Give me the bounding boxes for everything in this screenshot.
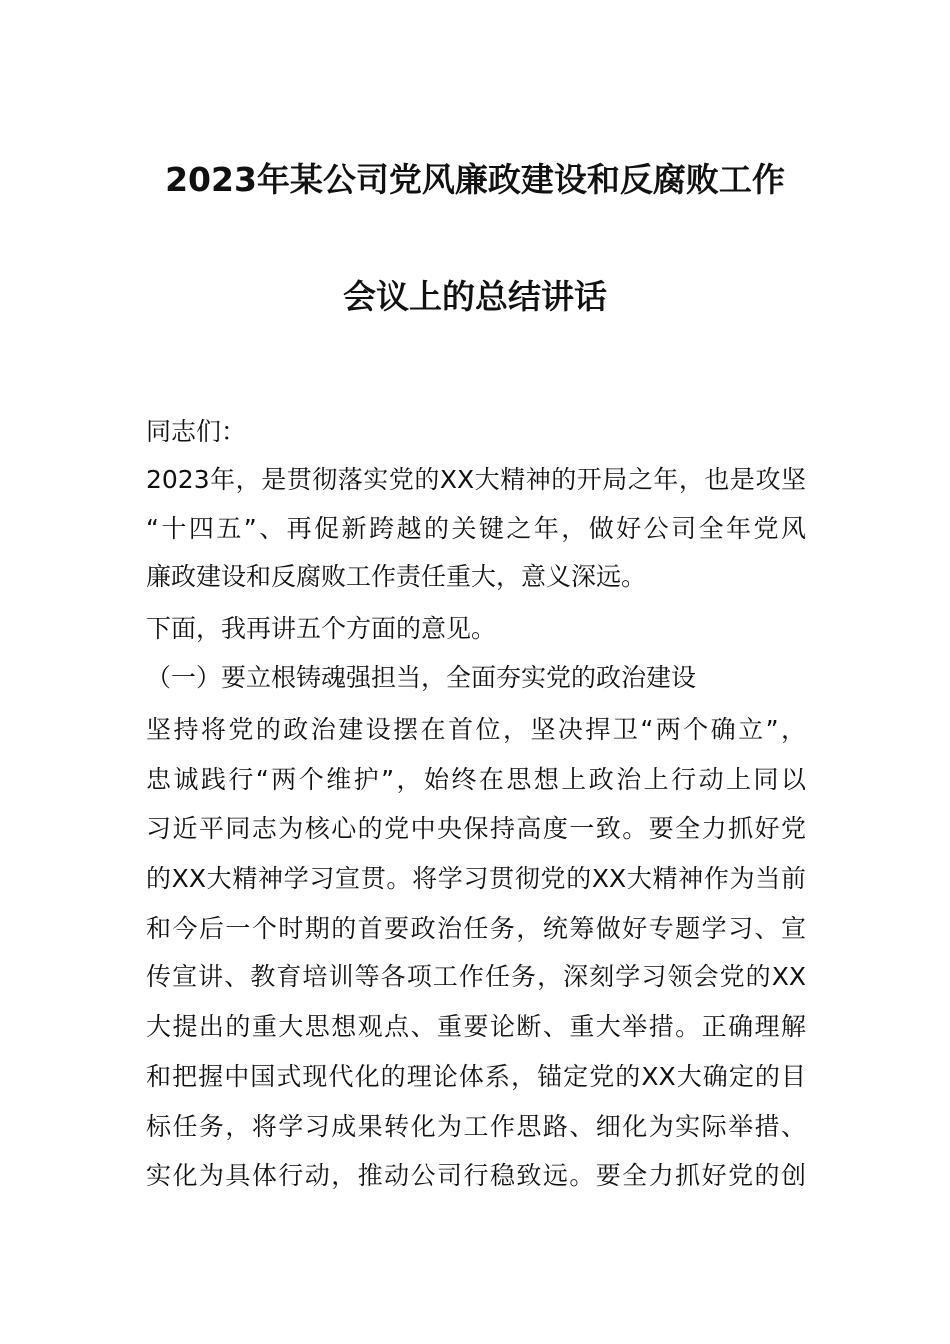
paragraph-line: 忠诚践行“两个维护”，始终在思想上政治上行动上同以 — [146, 765, 806, 794]
paragraph-line: 传宣讲、教育培训等各项工作任务，深刻学习领会党的XX — [146, 962, 806, 991]
paragraph-line: 和今后一个时期的首要政治任务，统筹做好专题学习、宣 — [146, 914, 806, 943]
paragraph-line: “十四五”、再促新跨越的关键之年，做好公司全年党风 — [146, 514, 806, 543]
paragraph-line: 的XX大精神学习宣贯。将学习贯彻党的XX大精神作为当前 — [146, 864, 806, 893]
paragraph-line: 下面，我再讲五个方面的意见。 — [146, 614, 497, 643]
paragraph-line: 坚持将党的政治建设摆在首位，坚决捍卫“两个确立”， — [146, 715, 806, 744]
paragraph-line: 标任务，将学习成果转化为工作思路、细化为实际举措、 — [146, 1112, 806, 1141]
paragraph-line: 实化为具体行动，推动公司行稳致远。要全力抓好党的创 — [146, 1161, 806, 1190]
paragraph-line: 2023年，是贯彻落实党的XX大精神的开局之年，也是攻坚 — [146, 465, 806, 494]
paragraph-line: 同志们： — [146, 417, 247, 446]
paragraph-line: 大提出的重大思想观点、重要论断、重大举措。正确理解 — [146, 1012, 806, 1041]
title-line-1: 2023年某公司党风廉政建设和反腐败工作 — [165, 160, 785, 199]
paragraph-line: 习近平同志为核心的党中央保持高度一致。要全力抓好党 — [146, 814, 806, 843]
paragraph-line: 和把握中国式现代化的理论体系，锚定党的XX大确定的目 — [146, 1062, 806, 1091]
paragraph-line: （一）要立根铸魂强担当，全面夯实党的政治建设 — [146, 663, 697, 692]
title-line-2: 会议上的总结讲话 — [343, 277, 607, 316]
paragraph-line: 廉政建设和反腐败工作责任重大，意义深远。 — [146, 562, 647, 591]
